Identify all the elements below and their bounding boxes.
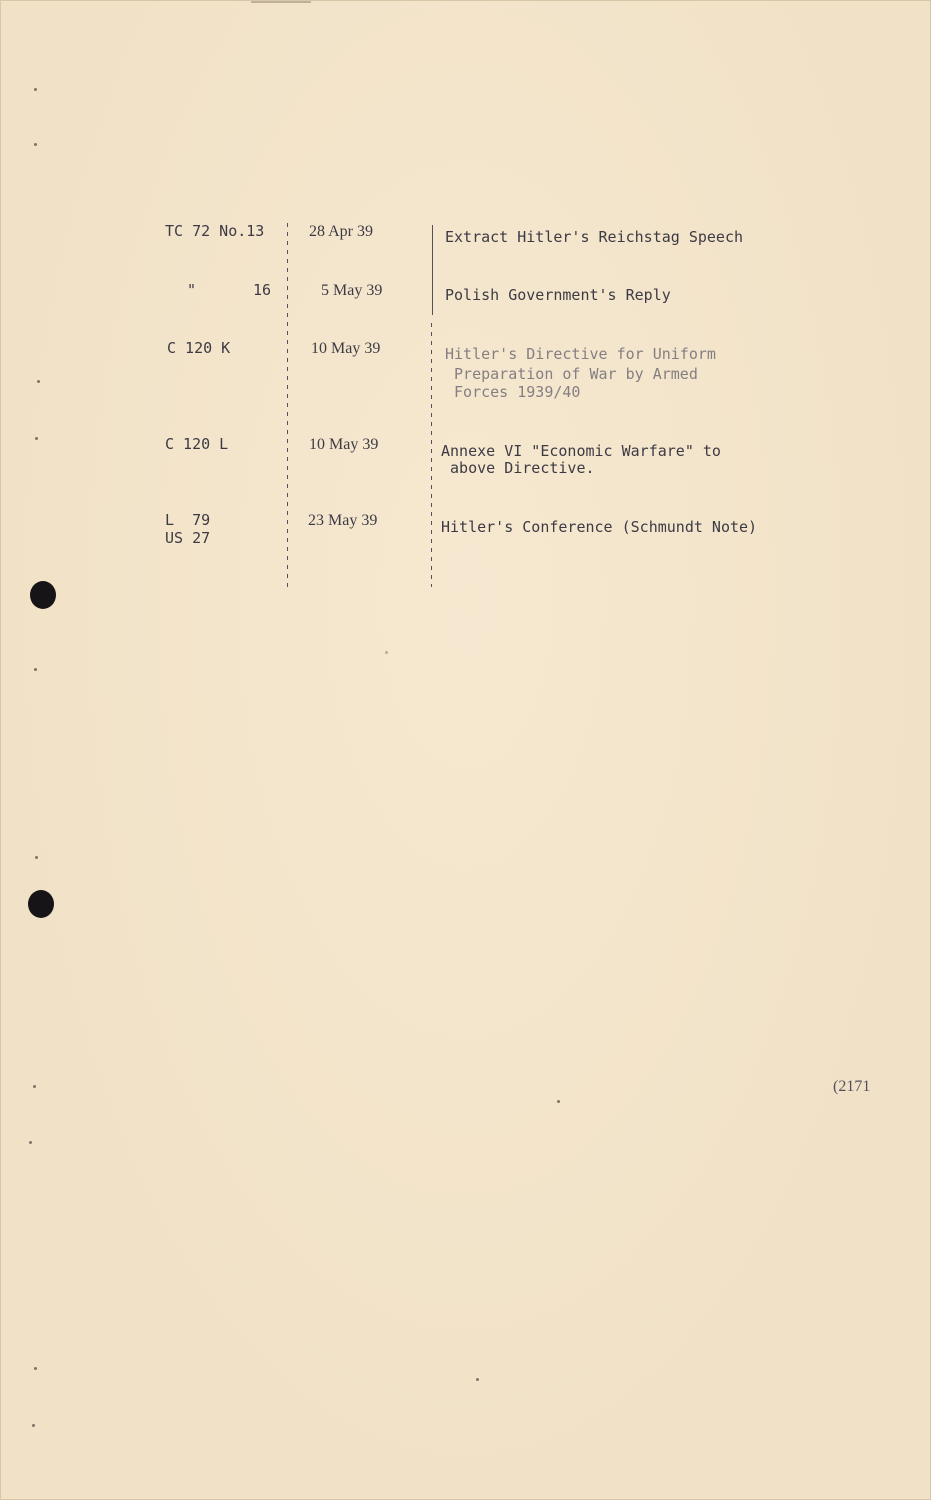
margin-speck: [33, 1085, 36, 1088]
column-rule-date-desc: [432, 225, 433, 315]
document-description-line-2: Preparation of War by Armed: [445, 365, 698, 383]
page-edge-mark: [251, 1, 311, 3]
document-date: 5 May 39: [321, 282, 383, 299]
document-date: 28 Apr 39: [309, 223, 373, 240]
margin-speck: [34, 143, 37, 146]
margin-speck: [32, 1424, 35, 1427]
ditto-mark: ": [187, 281, 197, 299]
document-description-line-1: Hitler's Directive for Uniform: [445, 345, 716, 363]
document-description: Polish Government's Reply: [445, 286, 671, 304]
page-speck: [385, 651, 388, 654]
column-rule-ref-date: [287, 223, 288, 589]
margin-speck: [34, 1367, 37, 1370]
document-description: Extract Hitler's Reichstag Speech: [445, 228, 744, 246]
document-date: 10 May 39: [311, 340, 381, 357]
margin-speck: [29, 1141, 32, 1144]
document-description: Hitler's Conference (Schmundt Note): [441, 518, 758, 536]
margin-speck: [34, 88, 37, 91]
margin-speck: [37, 380, 40, 383]
column-rule-date-desc-lower: [431, 323, 432, 587]
document-date: 10 May 39: [309, 436, 379, 453]
document-date: 23 May 39: [308, 512, 378, 529]
punch-hole-upper: [30, 581, 56, 609]
document-description-line-2: above Directive.: [441, 459, 595, 477]
margin-speck: [35, 437, 38, 440]
document-reference: TC 72 No.13: [165, 222, 265, 240]
margin-speck: [34, 668, 37, 671]
document-description-line-1: Annexe VI "Economic Warfare" to: [441, 442, 721, 460]
document-reference: C 120 L: [165, 435, 229, 453]
page-speck: [557, 1100, 560, 1103]
document-reference: C 120 K: [167, 339, 231, 357]
document-description-line-3: Forces 1939/40: [445, 383, 581, 401]
page-number: (2171: [833, 1078, 871, 1095]
margin-speck: [35, 856, 38, 859]
punch-hole-lower: [28, 890, 54, 918]
document-reference: L 79: [165, 511, 211, 529]
page-speck: [476, 1378, 479, 1381]
document-reference-secondary: US 27: [165, 529, 211, 547]
document-reference-number: 16: [253, 281, 272, 299]
